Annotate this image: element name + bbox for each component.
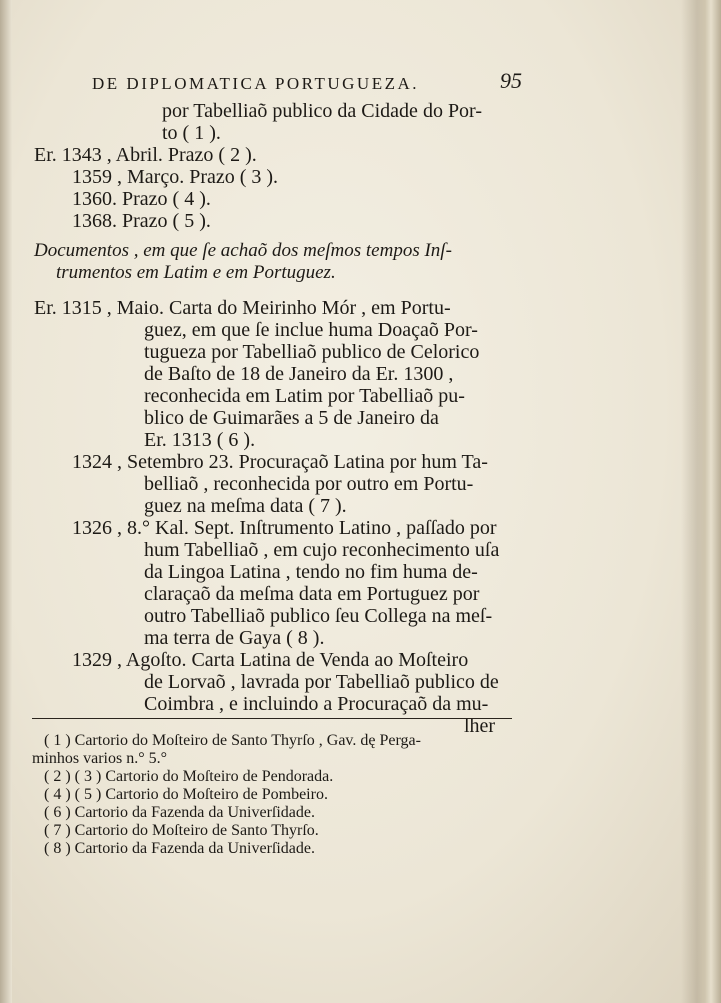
text-line: por Tabelliaõ publico da Cidade do Por- xyxy=(162,100,482,122)
entry-line: outro Tabelliaõ publico ſeu Collega na meſ- xyxy=(144,605,493,627)
heading-line: Documentos , em que ſe achaõ dos meſmos tempos Inſ- xyxy=(34,240,452,261)
entry-line: claraçaõ da meſma data em Portuguez por xyxy=(144,583,480,605)
page-left-edge xyxy=(0,0,12,1003)
entry-line: belliaõ , reconhecida por outro em Portu- xyxy=(144,473,474,495)
page-number: 95 xyxy=(500,68,522,93)
entry-line: lher xyxy=(464,715,496,737)
entry-line: de Baſto de 18 de Janeiro da Er. 1300 , xyxy=(144,363,454,385)
entry-line: Er. 1313 ( 6 ). xyxy=(144,429,256,451)
page-right-edge xyxy=(681,0,721,1003)
text-line: 1360. Prazo ( 4 ). xyxy=(72,188,211,210)
entries-list xyxy=(34,297,499,737)
footnote-line: ( 2 ) ( 3 ) Cartorio do Moſteiro de Pendorada. xyxy=(44,768,334,785)
entry-line: guez, em que ſe inclue huma Doaçaõ Por- xyxy=(144,319,478,341)
footnote-line: ( 6 ) Cartorio da Fazenda da Univerſidade. xyxy=(44,804,316,821)
entry-line: reconhecida em Latim por Tabelliaõ pu- xyxy=(144,385,465,407)
entry-line: blico de Guimarães a 5 de Janeiro da xyxy=(144,407,439,429)
entry-line: guez na meſma data ( 7 ). xyxy=(144,495,347,517)
text-line: Er. 1343 , Abril. Prazo ( 2 ). xyxy=(34,144,257,166)
footnote-line: minhos varios n.° 5.° xyxy=(32,750,168,767)
footnote-line: ( 8 ) Cartorio da Fazenda da Univerſidade. xyxy=(44,840,316,857)
entry-line: da Lingoa Latina , tendo no fim huma de- xyxy=(144,561,478,583)
top-list xyxy=(34,100,482,232)
running-header xyxy=(92,68,522,94)
footnotes xyxy=(32,732,421,858)
running-title: DE DIPLOMATICA PORTUGUEZA. xyxy=(92,74,420,93)
entry-line: Er. 1315 , Maio. Carta do Meirinho Mór , em Portu- xyxy=(34,297,451,319)
text-line: 1359 , Março. Prazo ( 3 ). xyxy=(72,166,279,188)
section-heading xyxy=(34,240,452,284)
heading-line: trumentos em Latim e em Portuguez. xyxy=(56,262,336,283)
footnote-line: ( 1 ) Cartorio do Moſteiro de Santo Thyrſo , Gav. dę Perga- xyxy=(44,732,421,749)
entry-line: Coimbra , e incluindo a Procuraçaõ da mu- xyxy=(144,693,489,715)
text-line: to ( 1 ). xyxy=(162,122,221,144)
footnote-rule xyxy=(32,718,512,719)
entry-line: de Lorvaõ , lavrada por Tabelliaõ publico de xyxy=(144,671,499,693)
footnote-line: ( 7 ) Cartorio do Moſteiro de Santo Thyrſo. xyxy=(44,822,319,839)
entry-line: ma terra de Gaya ( 8 ). xyxy=(144,627,325,649)
entry-line: 1329 , Agoſto. Carta Latina de Venda ao Moſteiro xyxy=(72,649,469,671)
entry-line: 1326 , 8.° Kal. Sept. Inſtrumento Latino , paſſado por xyxy=(72,517,497,539)
entry-line: tugueza por Tabelliaõ publico de Celorico xyxy=(144,341,480,363)
entry-line: 1324 , Setembro 23. Procuraçaõ Latina por hum Ta- xyxy=(72,451,488,473)
footnote-line: ( 4 ) ( 5 ) Cartorio do Moſteiro de Pombeiro. xyxy=(44,786,328,803)
text-line: 1368. Prazo ( 5 ). xyxy=(72,210,211,232)
entry-line: hum Tabelliaõ , em cujo reconhecimento uſa xyxy=(144,539,500,561)
